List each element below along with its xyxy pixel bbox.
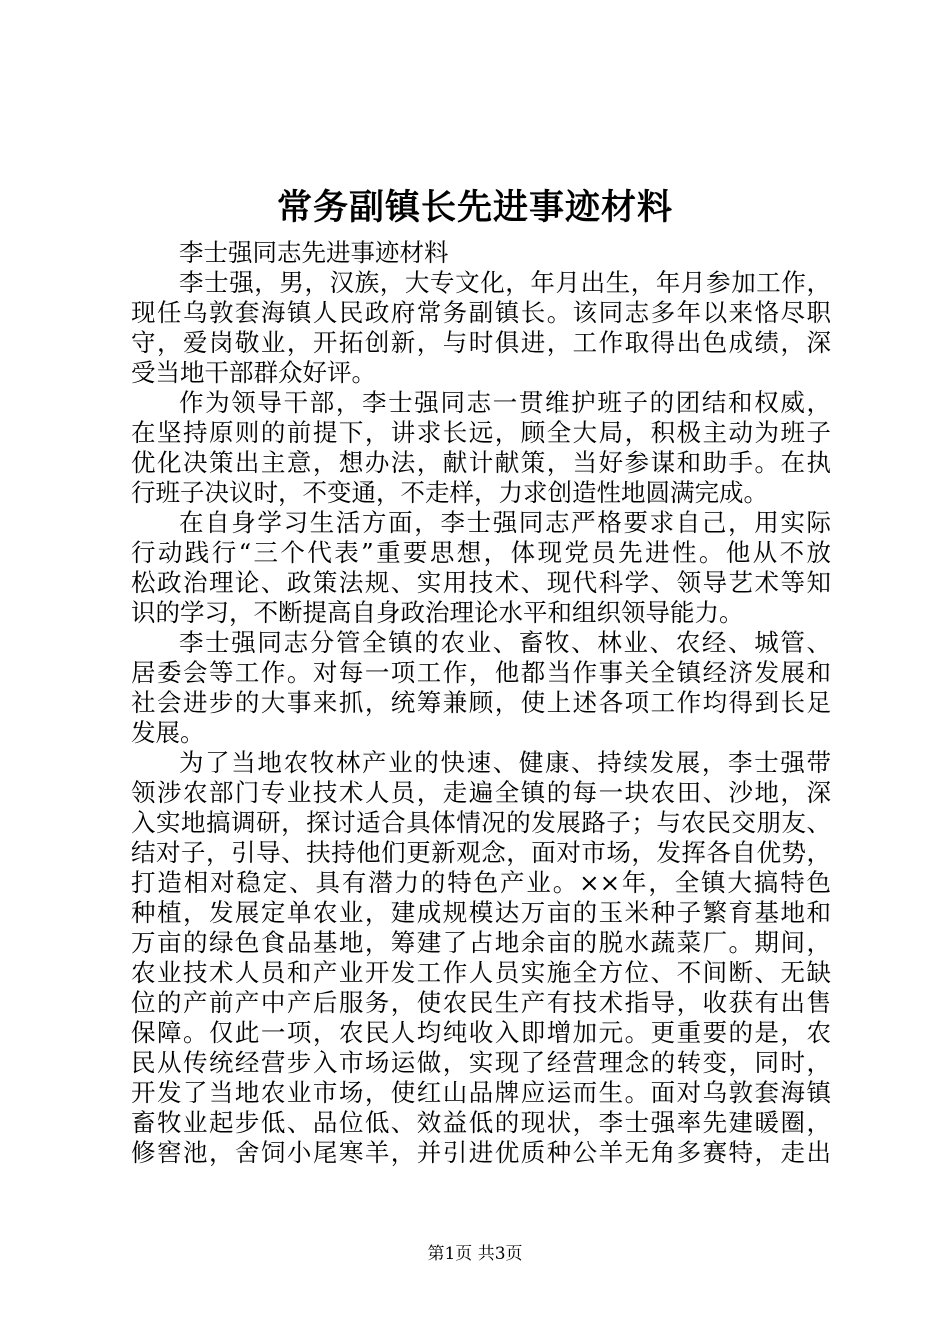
body-line: 优化决策出主意，想办法，献计献策，当好参谋和助手。在执 [131, 448, 831, 477]
body-line: 种植，发展定单农业，建成规模达万亩的玉米种子繁育基地和 [131, 898, 831, 927]
body-line: 作为领导干部，李士强同志一贯维护班子的团结和权威， [179, 388, 831, 417]
body-line: 位的产前产中产后服务，使农民生产有技术指导，收获有出售 [131, 988, 831, 1017]
body-line: 守，爱岗敬业，开拓创新，与时俱进，工作取得出色成绩，深 [131, 328, 831, 357]
body-line: 保障。仅此一项，农民人均纯收入即增加元。更重要的是，农 [131, 1018, 831, 1047]
body-line: 在自身学习生活方面，李士强同志严格要求自己，用实际 [179, 508, 831, 537]
body-line: 行班子决议时，不变通，不走样，力求创造性地圆满完成。 [131, 478, 768, 507]
body-line: 受当地干部群众好评。 [131, 358, 376, 387]
body-line: 李士强同志先进事迹材料 [179, 238, 449, 267]
body-line: 农业技术人员和产业开发工作人员实施全方位、不间断、无缺 [131, 958, 831, 987]
body-line: 发展。 [131, 718, 205, 747]
body-line: 现任乌敦套海镇人民政府常务副镇长。该同志多年以来恪尽职 [131, 298, 831, 327]
body-line: 修窖池，舍饲小尾寒羊，并引进优质种公羊无角多赛特，走出 [131, 1138, 831, 1167]
body-line: 结对子，引导、扶持他们更新观念，面对市场，发挥各自优势， [131, 838, 831, 867]
body-line: 李士强，男，汉族，大专文化，年月出生，年月参加工作， [179, 268, 831, 297]
body-line: 松政治理论、政策法规、实用技术、现代科学、领导艺术等知 [131, 568, 831, 597]
body-line: 为了当地农牧林产业的快速、健康、持续发展，李士强带 [179, 748, 831, 777]
body-line: 民从传统经营步入市场运做，实现了经营理念的转变，同时， [131, 1048, 831, 1077]
body-line: 畜牧业起步低、品位低、效益低的现状，李士强率先建暖圈， [131, 1108, 831, 1137]
body-line: 社会进步的大事来抓，统筹兼顾，使上述各项工作均得到长足 [131, 688, 831, 717]
page-footer: 第1页 共3页 [427, 1244, 523, 1264]
body-line: 李士强同志分管全镇的农业、畜牧、林业、农经、城管、 [179, 628, 831, 657]
body-line: 居委会等工作。对每一项工作，他都当作事关全镇经济发展和 [131, 658, 831, 687]
body-line: 行动践行“三个代表”重要思想，体现党员先进性。他从不放 [131, 538, 831, 567]
document-title: 常务副镇长先进事迹材料 [276, 187, 673, 228]
document-body [131, 238, 831, 1168]
body-line: 入实地搞调研，探讨适合具体情况的发展路子；与农民交朋友、 [131, 808, 831, 837]
body-line: 万亩的绿色食品基地，筹建了占地余亩的脱水蔬菜厂。期间， [131, 928, 831, 957]
body-line: 开发了当地农业市场，使红山品牌应运而生。面对乌敦套海镇 [131, 1078, 831, 1107]
body-line: 识的学习，不断提高自身政治理论水平和组织领导能力。 [131, 598, 744, 627]
body-line: 打造相对稳定、具有潜力的特色产业。××年，全镇大搞特色 [131, 868, 831, 897]
body-line: 在坚持原则的前提下，讲求长远，顾全大局，积极主动为班子 [131, 418, 831, 447]
body-line: 领涉农部门专业技术人员，走遍全镇的每一块农田、沙地，深 [131, 778, 831, 807]
